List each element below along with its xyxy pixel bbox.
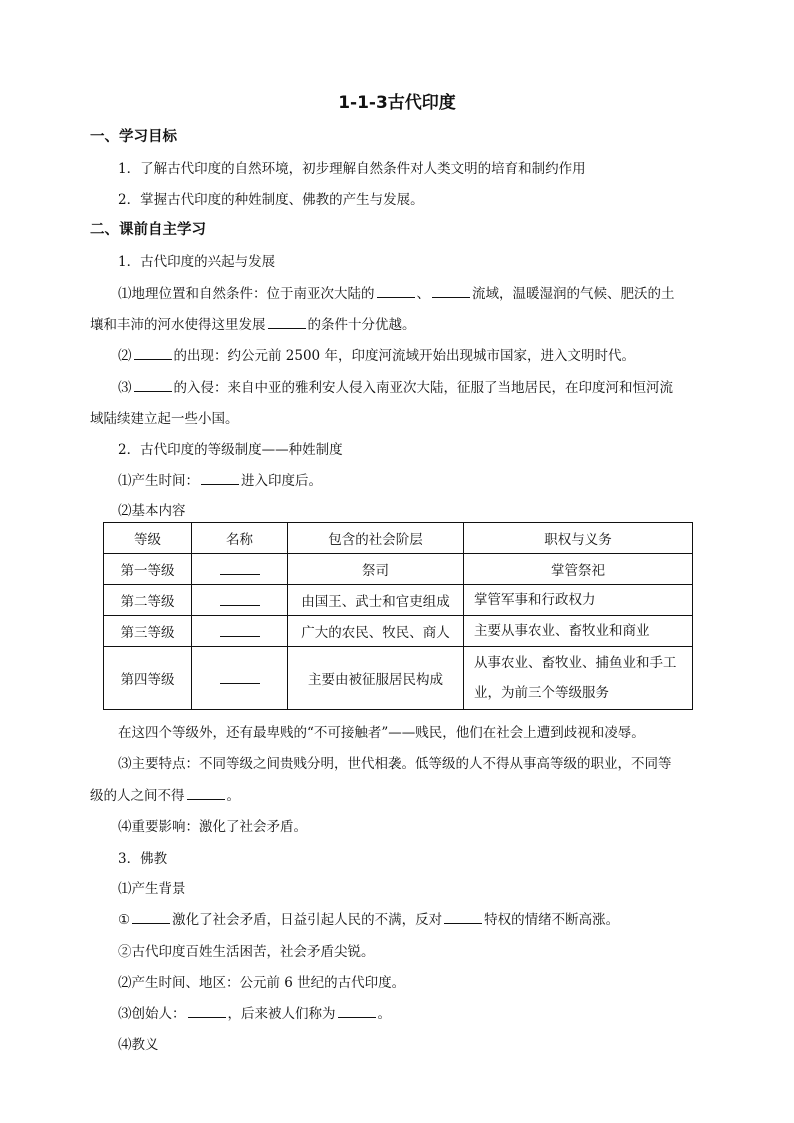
- text: 进入印度后。: [241, 473, 322, 489]
- fill-blank[interactable]: [377, 284, 415, 298]
- strata-cell: 主要由被征服居民构成: [288, 647, 464, 710]
- fill-blank[interactable]: [188, 1004, 226, 1018]
- civilization-line: [118, 344, 635, 364]
- text: 、: [416, 286, 430, 302]
- duty-line: 业，为前三个等级服务: [474, 685, 609, 701]
- subtitle-buddhism: 3．佛教: [118, 851, 168, 867]
- geo-line-2: [90, 313, 416, 333]
- origin-time-line: ⑵产生时间、地区：公元前 6 世纪的古代印度。: [118, 975, 406, 991]
- section-heading-prestudy: 二、课前自主学习: [90, 222, 206, 238]
- table-row: [104, 616, 693, 647]
- founder-line: [118, 1002, 391, 1022]
- background-item-2: ②古代印度百姓生活困苦，社会矛盾尖锐。: [118, 944, 375, 960]
- level-cell: 第三等级: [104, 616, 192, 647]
- text: 壤和丰沛的河水使得这里发展: [90, 317, 266, 333]
- text: 的出现：约公元前 2500 年，印度河流域开始出现城市国家，进入文明时代。: [173, 348, 635, 364]
- header-cell: 包含的社会阶层: [288, 523, 464, 554]
- header-cell: 职权与义务: [464, 523, 693, 554]
- text: 流域，温暖湿润的气候、肥沃的土: [472, 286, 675, 302]
- strata-cell: 广大的农民、牧民、商人: [288, 616, 464, 647]
- features-line-1: ⑶主要特点：不同等级之间贵贱分明，世代相袭。低等级的人不得从事高等级的职业，不同等: [118, 756, 672, 772]
- header-cell: 等级: [104, 523, 192, 554]
- text: ⑴地理位置和自然条件：位于南亚次大陆的: [118, 286, 375, 302]
- table-row: [104, 647, 693, 710]
- text: 级的人之间不得: [90, 788, 185, 804]
- caste-origin-line: [118, 469, 322, 489]
- fill-blank[interactable]: [134, 346, 172, 360]
- background-item-1: [118, 908, 619, 928]
- fill-blank[interactable]: [220, 622, 260, 637]
- strata-cell: 祭司: [288, 554, 464, 585]
- fill-blank[interactable]: [268, 315, 306, 329]
- level-cell: 第四等级: [104, 647, 192, 710]
- name-cell: [192, 554, 288, 585]
- doctrine-label: ⑷教义: [118, 1037, 159, 1053]
- section-heading-goals: 一、学习目标: [90, 129, 177, 145]
- subtitle-caste: 2．古代印度的等级制度——种姓制度: [118, 442, 343, 458]
- fill-blank[interactable]: [187, 786, 225, 800]
- fill-blank[interactable]: [201, 471, 239, 485]
- geo-line-1: [118, 282, 675, 302]
- caste-table: [103, 522, 693, 710]
- caste-content-label: ⑵基本内容: [118, 503, 186, 519]
- untouchables-line: 在这四个等级外，还有最卑贱的“不可接触者”——贱民，他们在社会上遭到歧视和凌辱。: [118, 725, 645, 741]
- duty-line: 从事农业、畜牧业、捕鱼业和手工: [474, 655, 677, 671]
- invasion-line-2: 域陆续建立起一些小国。: [90, 411, 239, 427]
- fill-blank[interactable]: [338, 1004, 376, 1018]
- text: ①: [118, 912, 131, 928]
- invasion-line-1: [118, 376, 673, 396]
- duty-cell: 掌管军事和行政权力: [464, 585, 693, 616]
- subtitle-rise: 1．古代印度的兴起与发展: [118, 254, 276, 270]
- duty-cell: 主要从事农业、畜牧业和商业: [464, 616, 693, 647]
- text: 的条件十分优越。: [307, 317, 416, 333]
- page-title: 1-1-3古代印度: [338, 93, 456, 113]
- duty-cell: [464, 647, 693, 710]
- strata-cell: 由国王、武士和官吏组成: [288, 585, 464, 616]
- text: 的入侵：来自中亚的雅利安人侵入南亚次大陆，征服了当地居民，在印度河和恒河流: [173, 380, 673, 396]
- fill-blank[interactable]: [220, 669, 260, 684]
- level-cell: 第一等级: [104, 554, 192, 585]
- fill-blank[interactable]: [220, 560, 260, 575]
- name-cell: [192, 616, 288, 647]
- duty-cell: 掌管祭祀: [464, 554, 693, 585]
- text: ⑴产生时间：: [118, 473, 199, 489]
- features-line-2: [90, 784, 240, 804]
- name-cell: [192, 647, 288, 710]
- goal-1: 1．了解古代印度的自然环境，初步理解自然条件对人类文明的培育和制约作用: [118, 161, 586, 177]
- name-cell: [192, 585, 288, 616]
- background-label: ⑴产生背景: [118, 881, 186, 897]
- fill-blank[interactable]: [444, 910, 482, 924]
- text: 特权的情绪不断高涨。: [484, 912, 620, 928]
- text: 激化了社会矛盾，日益引起人民的不满，反对: [172, 912, 443, 928]
- fill-blank[interactable]: [134, 378, 172, 392]
- text: ，后来被人们称为: [227, 1006, 336, 1022]
- table-header-row: [104, 523, 693, 554]
- text: ⑶: [118, 380, 132, 396]
- text: ⑵: [118, 348, 132, 364]
- fill-blank[interactable]: [132, 910, 170, 924]
- fill-blank[interactable]: [432, 284, 470, 298]
- text: 。: [226, 788, 240, 804]
- level-cell: 第二等级: [104, 585, 192, 616]
- fill-blank[interactable]: [220, 591, 260, 606]
- goal-2: 2．掌握古代印度的种姓制度、佛教的产生与发展。: [118, 192, 424, 208]
- header-cell: 名称: [192, 523, 288, 554]
- text: ⑶创始人：: [118, 1006, 186, 1022]
- influence-line: ⑷重要影响：激化了社会矛盾。: [118, 819, 307, 835]
- text: 。: [377, 1006, 391, 1022]
- table-row: [104, 585, 693, 616]
- table-row: [104, 554, 693, 585]
